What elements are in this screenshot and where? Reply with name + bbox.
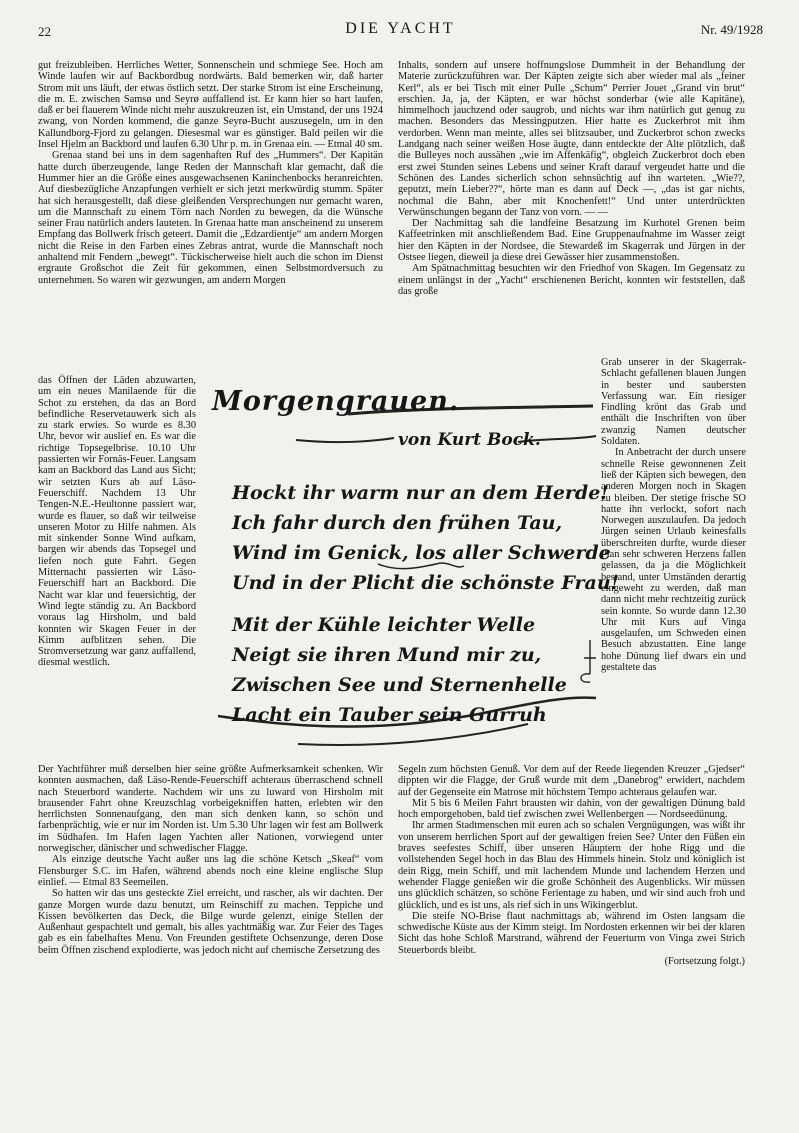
paragraph: So hatten wir das uns gesteckte Ziel erreicht, und rascher, als wir dachten. Der ganze Morgen wurde dazu benutzt, um Reinschiff zu machen. Teppiche und Kissen bevölkerten das Deck, die Bilge wurde gelenzt, einige Stellen der Außenhaut gespachtelt und gemalt, bis alles yachtmäßig war. Zur Feier des Tages gab es ein fabelhaftes Menu. Von Freunden gestiftete Ochsenzunge, deren Dose beim Öffnen zischend explodierte, was jedoch nicht auf chemische Zersetzung des — [38, 888, 383, 956]
paragraph: das Öffnen der Läden abzuwarten, um ein neues Manilaende für die Schot zu erstehen, da das an Bord befindliche Reservetauwerk sich als zu stark erwies. So wurde es 8.30 Uhr, bevor wir auslief en. Es war die richtige Topsegelbrise. 10.10 Uhr passierten wir Fornäs-Feuer. Langsam kam an Backbord das Land aus Sicht; wir setzten Kurs ab auf Läso-Feuerschiff. Nachdem 13 Uhr Tengen-N.E.-Heultonne passiert war, wurde es flauer, so daß wir teilweise unseren Motor zu Hilfe nahmen. Als mit sinkender Sonne Wind aufkam, bargen wir abends das Topsegel und liefen noch gute Fahrt. Gegen Mitternacht passierten wir Läso-Feuerschiff hart an Backbord. Die Nacht war klar und feuersichtig, der Wind legte ständig zu. An Backbord voraus lag Hirsholm, und bald konnten wir Skagen Feuer in der Kimm aufblitzen sehen. Die Stromversetzung war ganz auffallend, diesmal westlich. — [38, 375, 196, 669]
page-header — [38, 10, 763, 39]
paragraph: Die steife NO-Brise flaut nachmittags ab, während im Osten langsam die schwedische Küste aus der Kimm steigt. Im Nordosten erkennen wir bei der klaren Sicht das hohe Schloß Marstrand, während der Feuerturm von Vinga zwei Strich Steuerbords bleibt. — [398, 910, 745, 956]
column-left-narrow — [38, 375, 196, 669]
paragraph: Am Spätnachmittag besuchten wir den Friedhof von Skagen. Im Gegensatz zu einem unlängst in der „Yacht“ erschienenen Bericht, konnten wir feststellen, daß das große — [398, 263, 745, 297]
paragraph: gut freizubleiben. Herrliches Wetter, Sonnenschein und schmiege See. Hoch am Winde laufen wir auf Backbordbug nordwärts. Bald bemerken wir, daß harter Strom mit uns läuft, der etwas östlich setzt. Der starke Strom ist eine Erscheinung, die m. E. zwischen Samsø und Seyrø auffallend ist. Er kann hier so hart laufen, daß er bei flauerem Winde nicht mehr auszukreuzen ist, ein Umstand, der uns 1924 zwang, von Norden kommend, die ganze Seyrø-Bucht auszusegeln, um in den Kallundborg-Fjord zu gelangen. Diesesmal war es günstiger. Bald peilen wir die Insel Hjelm an Backbord und laufen 6.30 Uhr p. m. in Grenaa ein. — Etmal 40 sm. — [38, 60, 383, 151]
poem-line: Wind im Genick, los aller Schwerde — [232, 542, 611, 564]
paragraph: Grenaa stand bei uns in dem sagenhaften Ruf des „Hummers“. Der Kapitän hatte durch überzeugende, lange Reden der Mannschaft klar gemacht, daß die Hummer hier an die Größe eines ausgewachsenen Kaninchenbocks heranreichten. Auf diesbezügliche Anzapfungen verhielt er sich jetzt merkwürdig stumm. Später hat sich herausgestellt, daß diese gleißenden Versprechungen nur gemacht waren, um die Mannschaft zu einem Törn nach Norden zu bewegen, da die Wünsche seiner Frau natürlich anders lauteten. In Grenaa hatte man anscheinend zu unserem Empfang das Bollwerk frisch geteert. Damit die „Edzardientje“ am andern Morgen nicht die Reise in den Farben eines Zebras antrat, wurde die Mannschaft noch anhaltend mit Fendern „bewegt“. Tückischerweise hielt auch die schon im Dienst ergraute Großschot die Zeit für gekommen, einen Selbstmordversuch zu unternehmen. So waren wir gezwungen, am andern Morgen — [38, 150, 383, 286]
column-right-top — [398, 60, 745, 297]
paragraph: Segeln zum höchsten Genuß. Vor dem auf der Reede liegenden Kreuzer „Gjedser“ dippten wir die Flagge, der Gruß wurde mit dem „Danebrog“ erwidert, nachdem auf der Gegenseite ein Matrose mit höchstem Tempo achteraus gelaufen war. — [398, 764, 745, 798]
poem-box — [198, 378, 620, 760]
paragraph: Inhalts, sondern auf unsere hoffnungslose Dummheit in der Behandlung der Materie zurückzuführen war. Der Käpten zeigte sich aber wieder mal als „feiner Kerl“, als er bei Tisch mit einer Pulle „Schum“ Perrier Jouet „Grand vin brut“ erschien. Ja, ja, der Käpten, er war höchst sonderbar (wie alle Kapitäne), himmelhoch jauchzend oder saugrob, und nichts war ihm natürlich gut genug zu machen. Besonders das Messingputzen. Hier hatte es Zuckerbrot mit ihm verdorben. Wenn man meinte, alles sei blitzsauber, und Zuckerbrot schon zwecks Landgang nach seiner weißen Hose äugte, dann entdeckte der Alte plötzlich, daß die Bulleyes noch aussähen „wie im Affenkäfig“, obgleich Zuckerbrot doch eben erst zwei Stunden seines Lebens und seiner Kraft darauf vergeudet hatte und die Schönen des Landes sicherlich schon sehnsüchtig auf ihn warteten. „Wie??, geputzt, mein Lieber??“, hörte man es dann auf Deck —, „das ist gar nichts, nochmal die Bahn, aber mit Knochenfett!“ Und unter unterdrückten Verwünschungen begann der Tanz von vorn. — — — [398, 60, 745, 218]
paragraph: Der Yachtführer muß derselben hier seine größte Aufmerksamkeit schenken. Wir konnten ausmachen, daß Läso-Rende-Feuerschiff achteraus überraschend schnell nach Steuerbord wanderte. Nachdem wir uns zu luward von Hirsholm mit brausender Fahrt ohne Kreuzschlag vorbeigekniffen hatten, erlebten wir den herrlichsten Sonnenaufgang, den man sich denken kann, so schön und farbenprächtig, wie er nur im Norden ist. Um 5.30 Uhr lagen wir fest am Bollwerk im Südhafen. Im Hafen lagen Yachten aller Nationen, vorwiegend unter norwegischer, dänischer und schwedischer Flagge. — [38, 764, 383, 855]
continuation-note: (Fortsetzung folgt.) — [664, 956, 745, 968]
column-left-bottom — [38, 764, 383, 956]
poem-line: Und in der Plicht die schönste Frau! — [232, 572, 620, 594]
poem-line: Lacht ein Tauber sein Gurruh — [232, 704, 547, 726]
poem-line: Zwischen See und Sternenhelle — [232, 674, 567, 696]
paragraph: Mit 5 bis 6 Meilen Fahrt brausten wir dahin, von der gewaltigen Dünung bald hoch emporgehoben, bald tief zwischen zwei Wellenbergen — Nordseedünung. — [398, 797, 745, 821]
paragraph: In Anbetracht der durch unsere schnelle Reise gewonnenen Zeit ließ der Käpten sich bewegen, den anderen Morgen noch in Skagen zu bleiben. Der stetige frische SO hatte ihn verlockt, sofort nach Norwegen auszulaufen. Da jedoch Jürgen seinen Urlaub keinesfalls überschreiten durfte, wurde dieser Plan sehr schweren Herzens fallen gelassen, da ja die Möglichkeit bestand, unter Umständen derartig eingeweht zu werden, daß man dann nicht mehr rechtzeitig zurück sein konnte. So wurde dann 12.30 Uhr mit Kurs auf Vinga ausgelaufen, um Schweden einen Besuch abzustatten. Eine lange hohe Dünung lief dwars ein und gestaltete das — [601, 447, 746, 674]
column-right-narrow — [601, 357, 746, 673]
paragraph: Als einzige deutsche Yacht außer uns lag die schöne Ketsch „Skeaf“ vom Flensburger S.C. im Hafen, während abends noch eine kleine englische Slup einlief. — Etmal 83 Seemeilen. — [38, 854, 383, 888]
poem-line: Hockt ihr warm nur an dem Herde! — [232, 482, 609, 504]
poem-line: Mit der Kühle leichter Welle — [232, 614, 536, 636]
column-right-bottom — [398, 764, 745, 967]
paragraph: Ihr armen Stadtmenschen mit euren ach so schalen Vergnügungen, was wißt ihr von unserem herrlichen Sport auf der gewaltigen freien See? Unter den Füßen ein braves seefestes Schiff, über unseren Häuptern der hohe Rigg und die vollstehenden Segel hoch in das Blau des Himmels hinein. Stolz und königlich ist dein Rigg, mein Schiff, und mit lachendem Munde und lachendem Herzen und wehender Flagge genießen wir die große Schönheit des Augenblicks. Wir müssen uns glücklich schätzen, so schöne Ferientage zu haben, und wir sind auch froh und glücklich, und es ist uns, als rief sich in uns Wikingerblut. — [398, 820, 745, 911]
page-number: 22 — [38, 24, 51, 39]
poem-line: Ich fahr durch den frühen Tau, — [232, 512, 563, 534]
poem-title: Morgengrauen. — [212, 386, 460, 417]
paragraph: Grab unserer in der Skagerrak-Schlacht gefallenen blauen Jungen in bester und saubersten Verfassung war. Ein riesiger Findling krönt das Grab und enthält die Inschriften von über zwanzig Namen deutscher Soldaten. — [601, 357, 746, 448]
poem-line: Neigt sie ihren Mund mir zu, — [232, 644, 542, 666]
paragraph: Der Nachmittag sah die landfeine Besatzung im Kurhotel Grenen beim Kaffeetrinken mit anschließendem Bad. Eine Gruppenaufnahme im Wasser zeigt hier den Käpten in der Nordsee, die Stewardeß im Skagerrak und Jürgen in der Ostsee liegen, dieweil ja diese drei Gewässer hier zusammenstoßen. — [398, 218, 745, 264]
magazine-title: DIE YACHT — [345, 20, 456, 37]
poem-author: von Kurt Bock. — [398, 430, 541, 450]
column-left-top — [38, 60, 383, 286]
issue-number: Nr. 49/1928 — [700, 22, 763, 37]
